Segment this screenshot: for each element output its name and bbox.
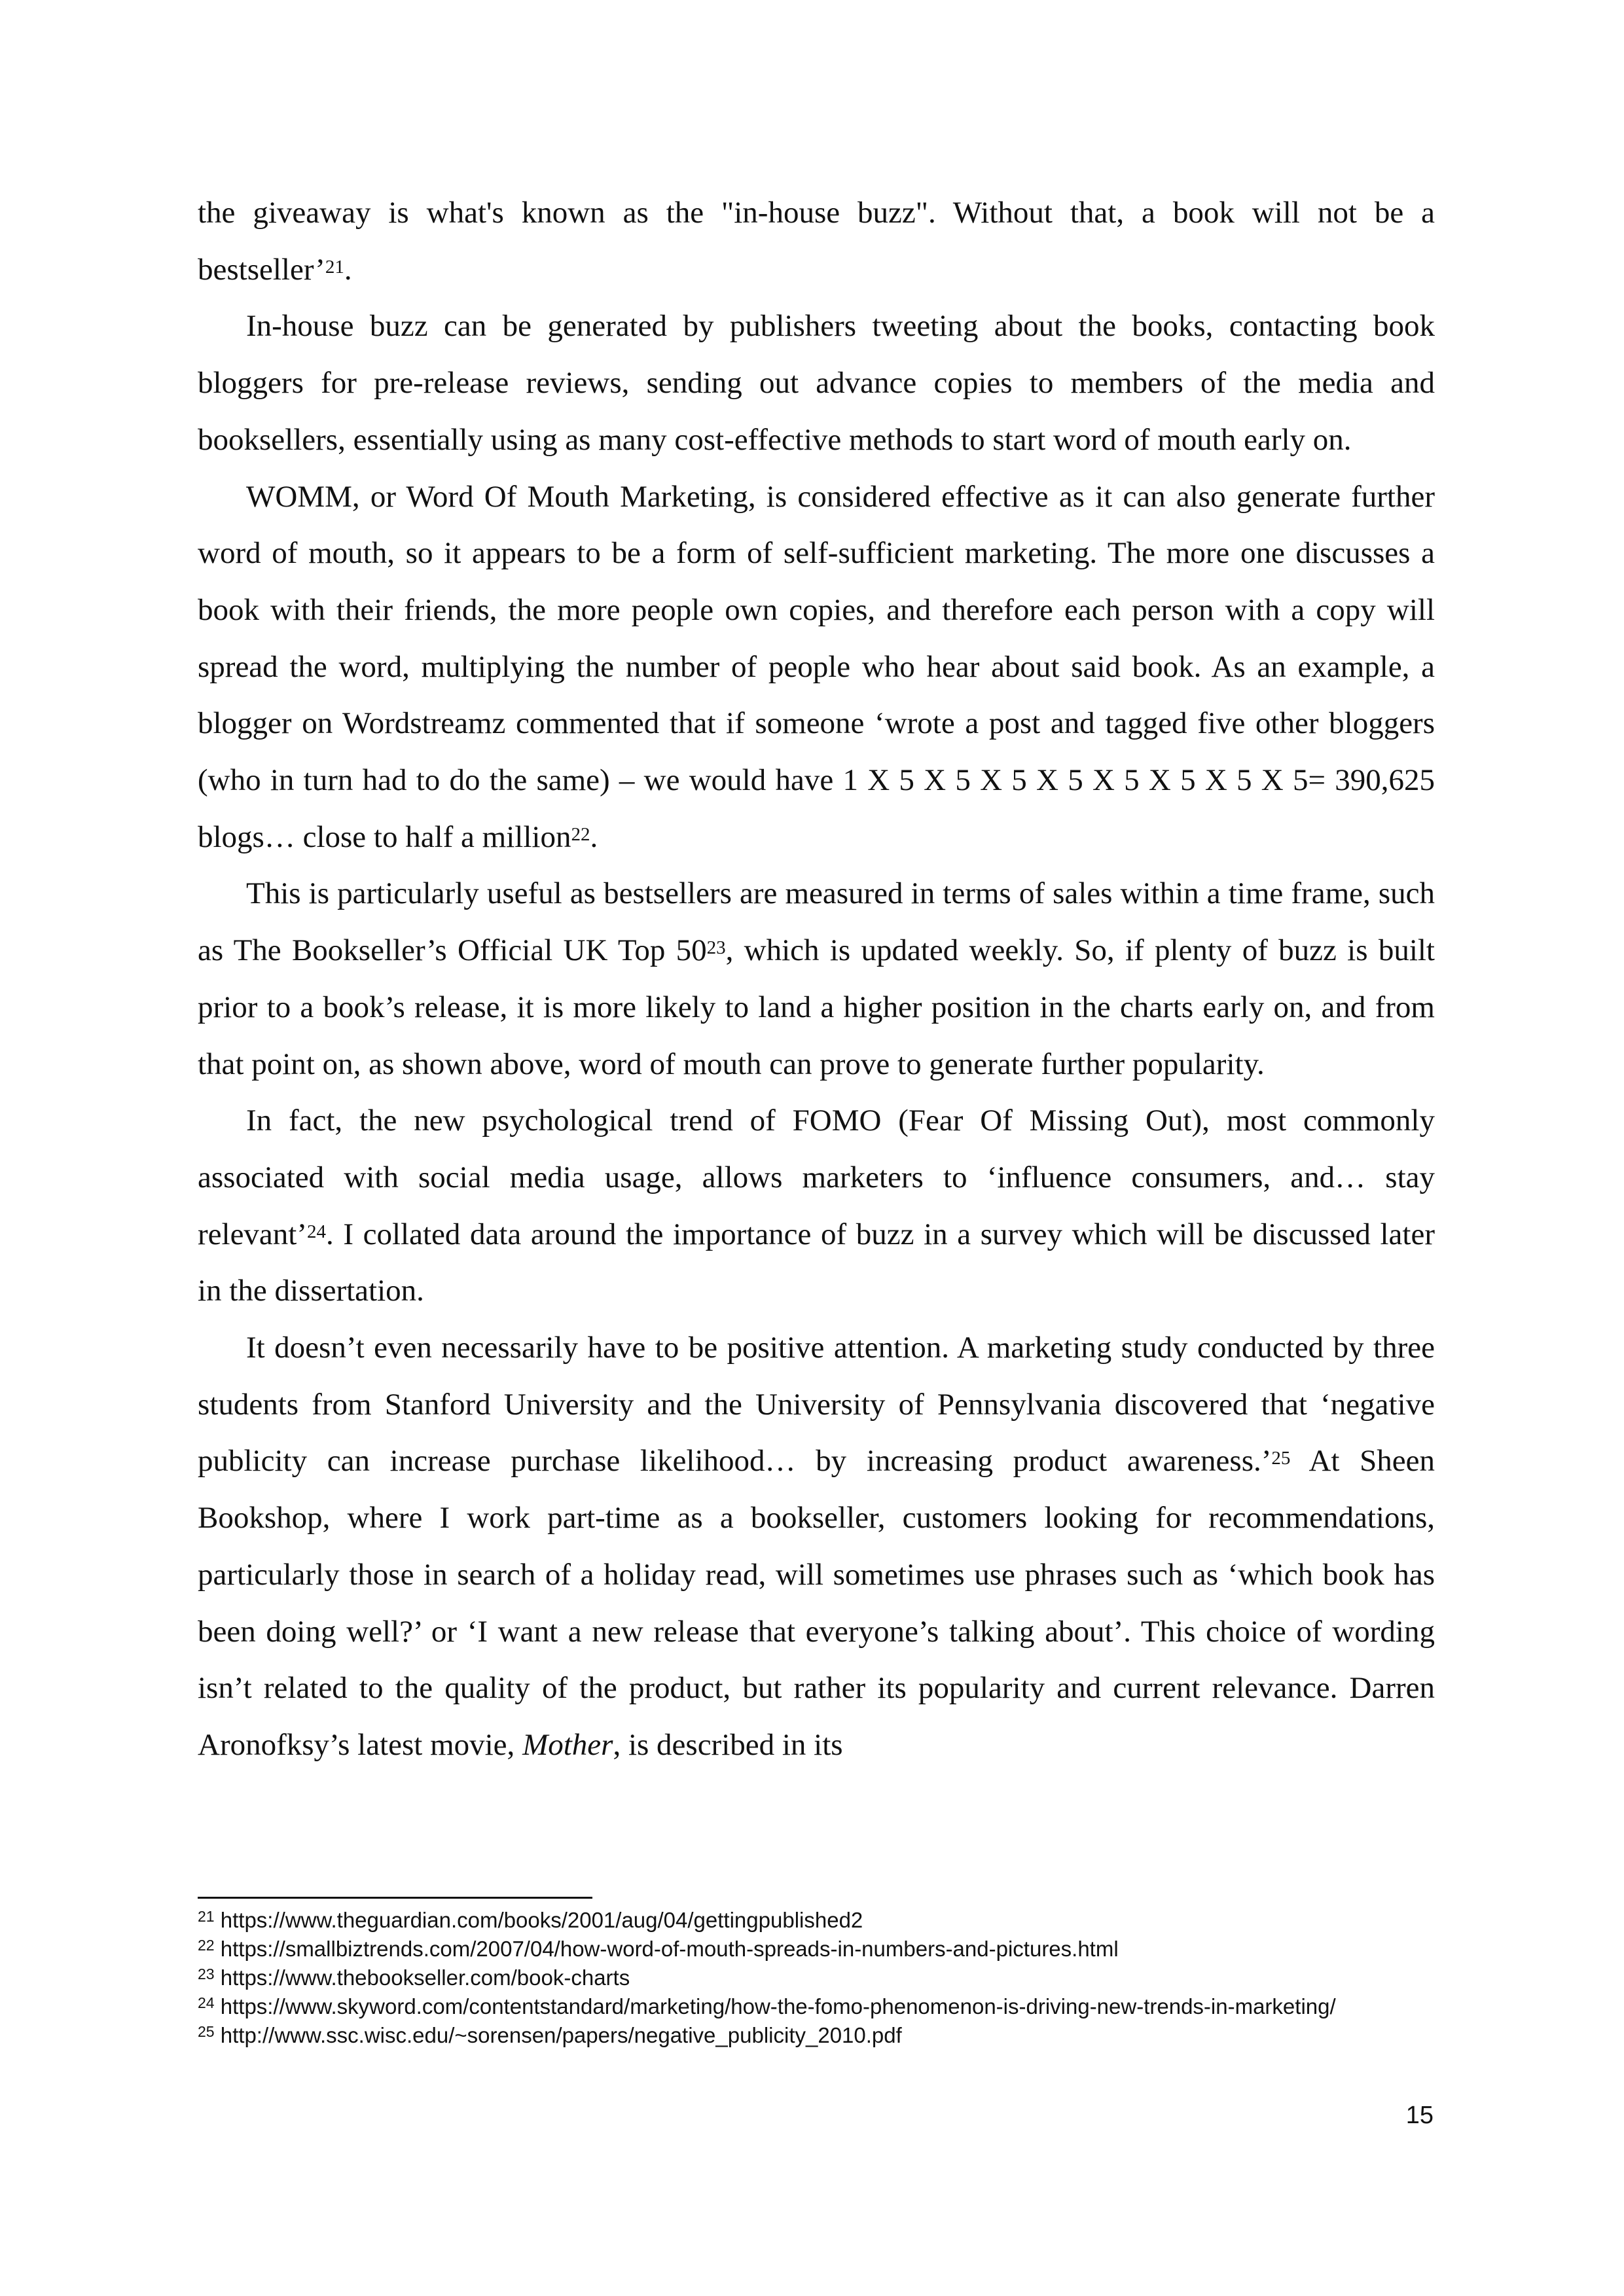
paragraph-text: This is particularly useful as bestsellers are measured in terms of sales within a time frame, such as The Bookseller’s Official UK Top 50 (198, 876, 1435, 968)
paragraph-text: . I collated data around the importance of buzz in a survey which will be discussed later in the dissertation. (198, 1217, 1435, 1308)
paragraph-text: , is described in its (613, 1727, 843, 1762)
footnote-url[interactable]: https://www.thebookseller.com/book-charts (220, 1965, 630, 1990)
paragraph (198, 1319, 1435, 1774)
footnote-number: 21 (198, 1907, 215, 1925)
footnote-url[interactable]: https://www.theguardian.com/books/2001/aug/04/gettingpublished2 (220, 1908, 863, 1932)
paragraph (198, 1092, 1435, 1319)
footnote-url[interactable]: https://www.skyword.com/contentstandard/marketing/how-the-fomo-phenomenon-is-driving-new-trends-in-marketing/ (220, 1994, 1336, 2018)
paragraph (198, 469, 1435, 866)
footnote-separator (198, 1897, 592, 1899)
footnote-ref-23: 23 (706, 937, 726, 958)
footnote-ref-22: 22 (571, 823, 590, 845)
paragraph-text: WOMM, or Word Of Mouth Marketing, is considered effective as it can also generate further word of mouth, so it appears to be a form of self-sufficient marketing. The more one discusses a book with their friends, the more people own copies, and therefore each person with a copy will spread the word, multiplying the number of people who hear about said book. As an example, a blogger on Wordstreamz commented that if someone ‘wrote a post and tagged five other bloggers (who in turn had to do the same) – we would have 1 X 5 X 5 X 5 X 5 X 5 X 5 X 5 X 5= 390,625 blogs… close to half a million (198, 479, 1435, 854)
footnote-number: 24 (198, 1994, 215, 2011)
footnote-number: 25 (198, 2022, 215, 2040)
body-text (198, 185, 1435, 1774)
footnote-url[interactable]: http://www.ssc.wisc.edu/~sorensen/papers/negative_publicity_2010.pdf (220, 2023, 902, 2047)
footnote (198, 1964, 1435, 1992)
footnote-ref-21: 21 (325, 256, 344, 278)
paragraph (198, 298, 1435, 468)
footnote (198, 1935, 1435, 1964)
footnote (198, 2021, 1435, 2050)
paragraph-text: It doesn’t even necessarily have to be positive attention. A marketing study conducted by three students from Stanford University and the University of Pennsylvania discovered that ‘negative publicity can increase purchase likelihood… by increasing product awareness.’ (198, 1331, 1435, 1479)
paragraph-text: At Sheen Bookshop, where I work part-time as a bookseller, customers looking for recommendations, particularly those in search of a holiday read, will sometimes use phrases such as ‘which book has been doing well?’ or ‘I want a new release that everyone’s talking about’. This choice of wording isn’t related to the quality of the product, but rather its popularity and current relevance. Darren Aronofksy’s latest movie, (198, 1444, 1435, 1762)
paragraph-text: . (590, 819, 598, 854)
footnotes (198, 1906, 1435, 2050)
footnote-number: 22 (198, 1936, 215, 1954)
paragraph-text: , which is updated weekly. So, if plenty of buzz is built prior to a book’s release, it is more likely to land a higher position in the charts early on, and from that point on, as shown above, word of mouth can prove to generate further popularity. (198, 933, 1435, 1081)
footnote-number: 23 (198, 1965, 215, 1982)
footnote-url[interactable]: https://smallbiztrends.com/2007/04/how-word-of-mouth-spreads-in-numbers-and-pictures.html (220, 1937, 1119, 1961)
paragraph (198, 185, 1435, 298)
footnote-ref-24: 24 (307, 1221, 327, 1242)
paragraph-text: the giveaway is what's known as the "in-house buzz". Without that, a book will not be a bestseller’ (198, 196, 1435, 287)
footnote (198, 1992, 1435, 2021)
footnote-ref-25: 25 (1271, 1448, 1291, 1469)
paragraph-text: In fact, the new psychological trend of FOMO (Fear Of Missing Out), most commonly associated with social media usage, allows marketers to ‘influence consumers, and… stay relevant’ (198, 1103, 1435, 1251)
footnote (198, 1906, 1435, 1935)
page-number: 15 (1405, 2102, 1434, 2129)
paragraph-text: . (344, 252, 352, 287)
paragraph-text: In-house buzz can be generated by publishers tweeting about the books, contacting book bloggers for pre-release reviews, sending out advance copies to members of the media and booksellers, essentially using as many cost-effective methods to start word of mouth early on. (198, 309, 1435, 457)
paragraph (198, 865, 1435, 1092)
movie-title: Mother (522, 1727, 613, 1762)
